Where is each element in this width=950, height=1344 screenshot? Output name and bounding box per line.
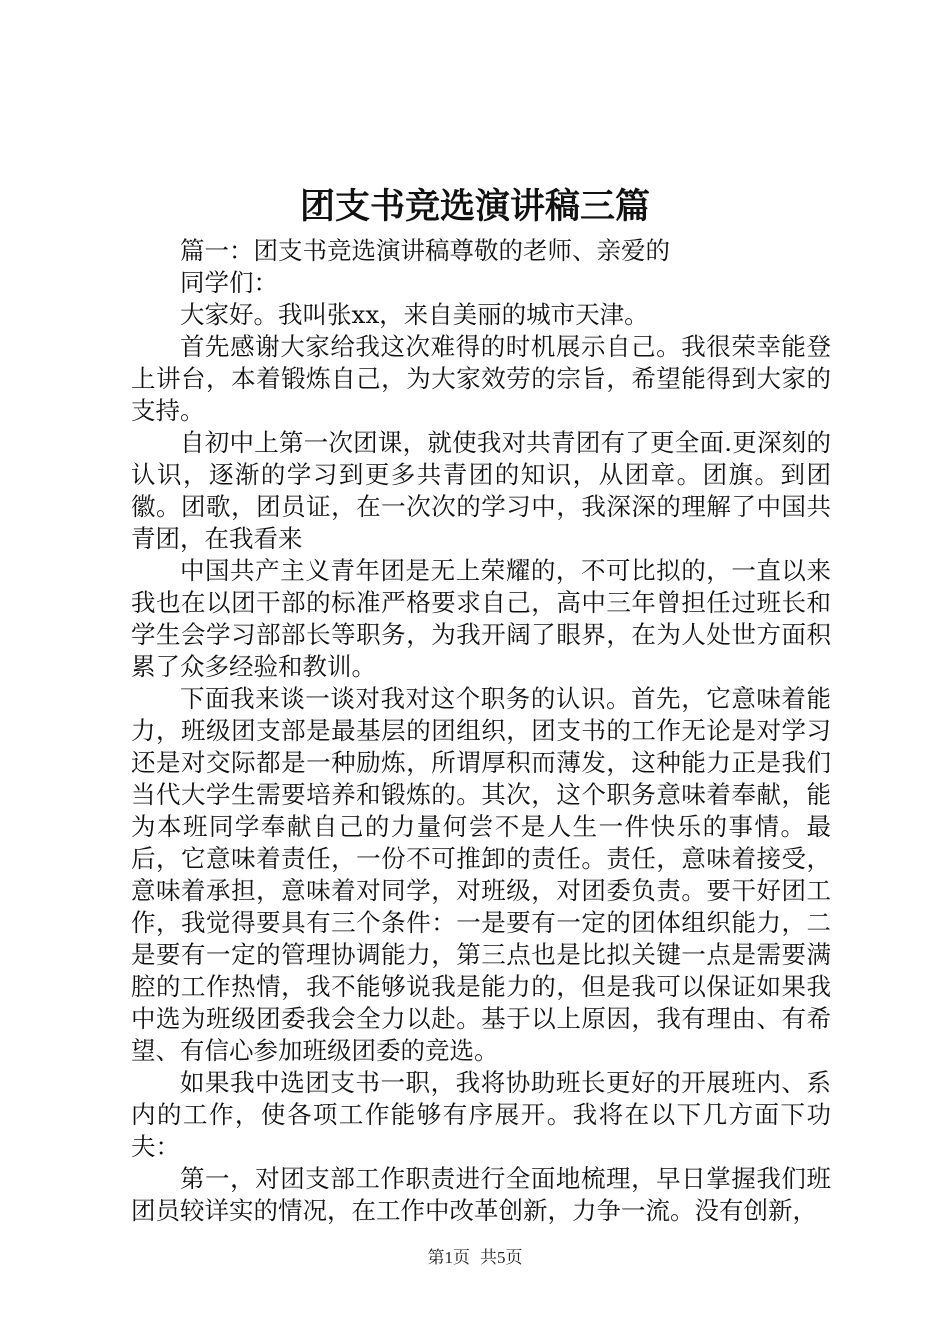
paragraph-5: 自初中上第一次团课，就使我对共青团有了更全面.更深刻的认识，逐渐的学习到更多共青团的知识，从团章。团旗。到团徽。团歌，团员证，在一次次的学习中，我深深的理解了中国共青团，在我看来 [131,428,831,553]
page-total: 共5页 [480,1248,523,1267]
page-footer [0,1243,950,1268]
paragraph-8: 如果我中选团支书一职，我将协助班长更好的开展班内、系内的工作，使各项工作能够有序展开。我将在以下几方面下功夫： [131,1068,831,1161]
paragraph-6: 中国共产主义青年团是无上荣耀的，不可比拟的，一直以来我也在以团干部的标准严格要求自己，高中三年曾担任过班长和学生会学习部部长等职务，为我开阔了眼界，在为人处世方面积累了众多经验和教训。 [131,556,831,681]
paragraph-7: 下面我来谈一谈对我对这个职务的认识。首先，它意味着能力，班级团支部是最基层的团组织，团支书的工作无论是对学习还是对交际都是一种励炼，所谓厚积而薄发，这种能力正是我们当代大学生需要培养和锻炼的。其次，这个职务意味着奉献，能为本班同学奉献自己的力量何尝不是人生一件快乐的事情。最后，它意味着责任，一份不可推卸的责任。责任，意味着接受，意味着承担，意味着对同学，对班级，对团委负责。要干好团工作，我觉得要具有三个条件：一是要有一定的团体组织能力，二是要有一定的管理协调能力，第三点也是比拟关键一点是需要满腔的工作热情，我不能够说我是能力的，但是我可以保证如果我中选为班级团委我会全力以赴。基于以上原因，我有理由、有希望、有信心参加班级团委的竞选。 [131,684,831,1065]
document-title: 团支书竞选演讲稿三篇 [299,186,650,227]
paragraph-4: 首先感谢大家给我这次难得的时机展示自己。我很荣幸能登上讲台，本着锻炼自己，为大家效劳的宗旨，希望能得到大家的支持。 [131,332,831,425]
document-body [131,235,831,1227]
page-number: 第1页 [427,1248,470,1267]
paragraph-1: 篇一：团支书竞选演讲稿尊敬的老师、亲爱的 [180,236,670,265]
paragraph-9: 第一，对团支部工作职责进行全面地梳理，早日掌握我们班团员较详实的情况，在工作中改革创新，力争一流。没有创新， [131,1164,831,1225]
paragraph-2: 同学们： [180,268,278,297]
paragraph-3: 大家好。我叫张xx，来自美丽的城市天津。 [180,300,649,329]
